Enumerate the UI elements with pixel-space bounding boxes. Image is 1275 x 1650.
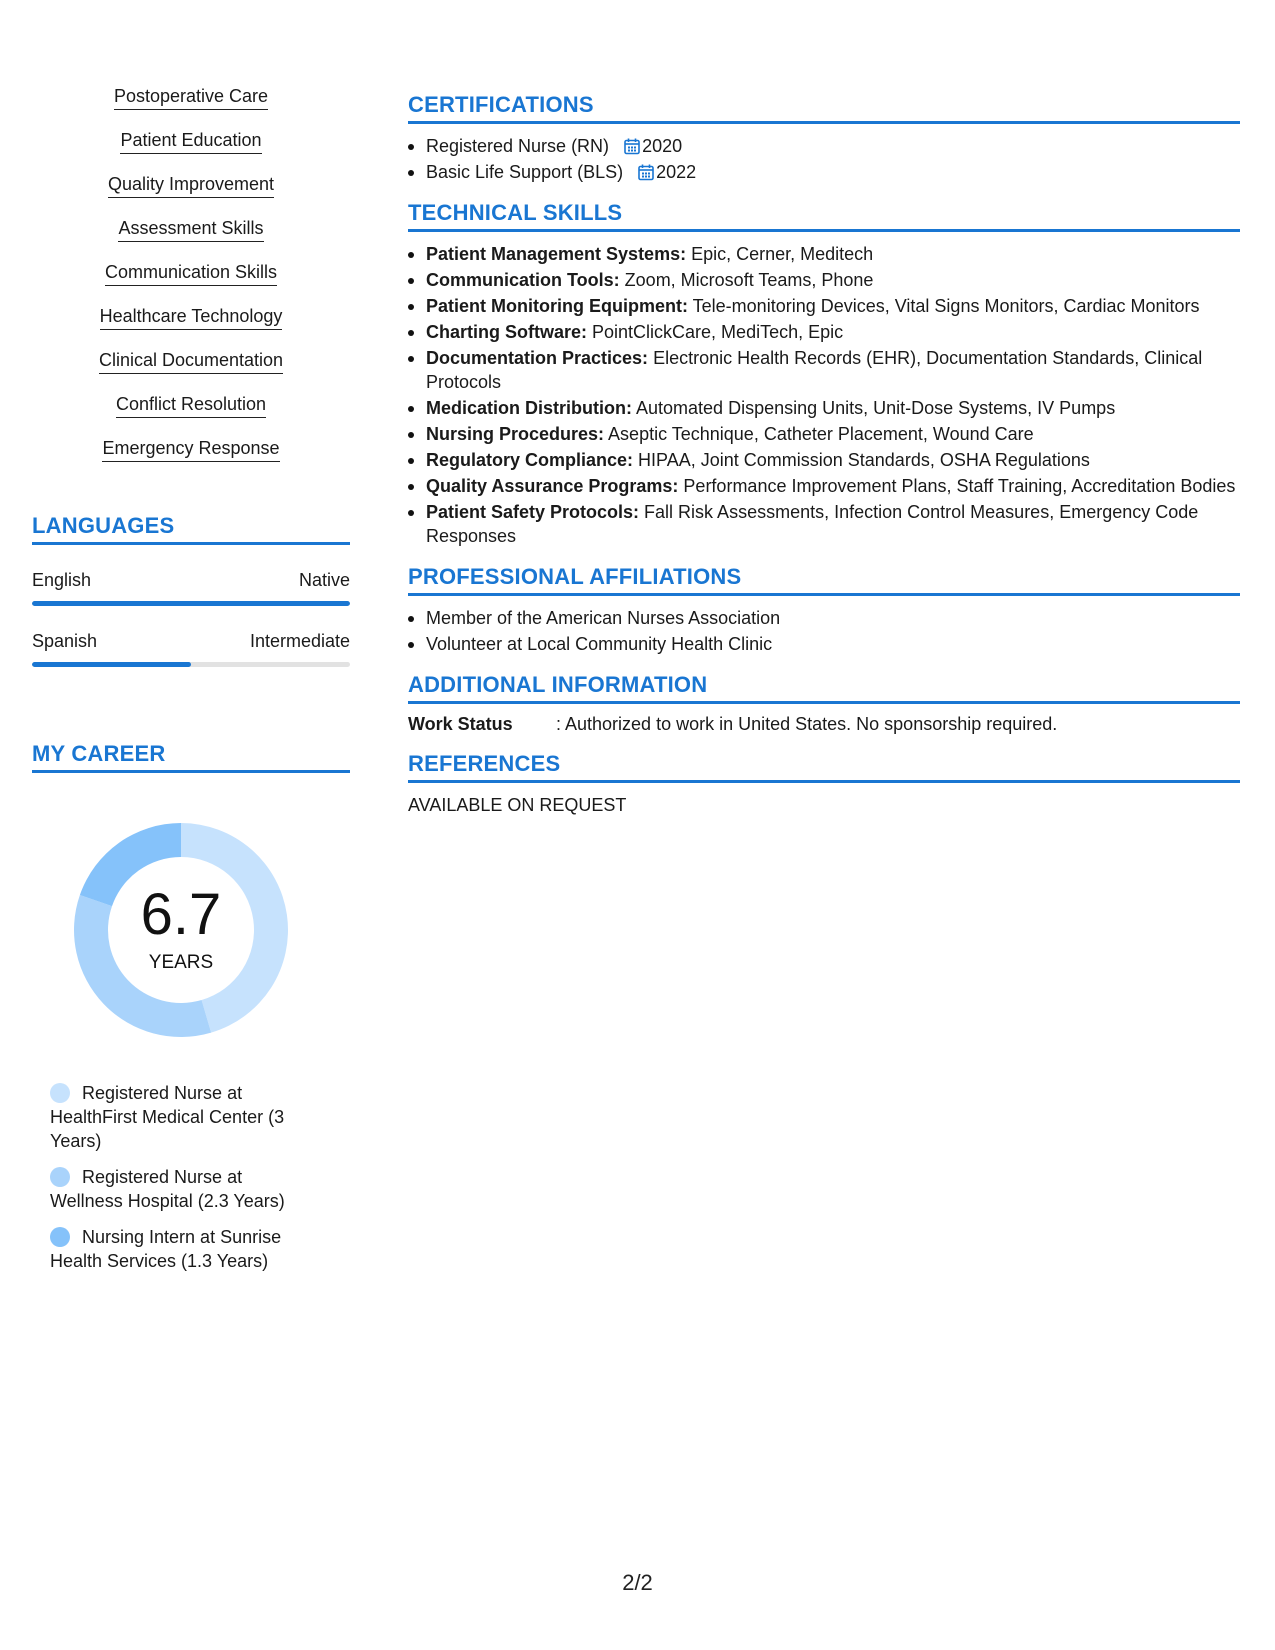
skill-values: Epic, Cerner, Meditech	[686, 244, 874, 264]
language-proficiency-bar	[32, 601, 350, 606]
language-level: Native	[298, 570, 350, 590]
technical-skills-section	[408, 200, 1240, 548]
skill-item: Patient Education	[120, 129, 261, 154]
calendar-icon	[624, 138, 640, 155]
legend-label: Registered Nurse at HealthFirst Medical Center (3 Years)	[50, 1083, 285, 1151]
skill-item: Conflict Resolution	[116, 393, 266, 418]
additional-info-heading: ADDITIONAL INFORMATION	[408, 672, 1240, 704]
career-heading: MY CAREER	[32, 741, 350, 773]
language-name: Spanish	[32, 631, 98, 651]
affiliations-section	[408, 564, 1240, 656]
career-total-unit: YEARS	[148, 952, 214, 973]
skill-item: Assessment Skills	[118, 217, 263, 242]
additional-info-section	[408, 672, 1240, 735]
affiliation-item: Member of the American Nurses Association	[408, 606, 1240, 630]
skill-values: Automated Dispensing Units, Unit-Dose Systems, IV Pumps	[632, 398, 1116, 418]
legend-item	[50, 1225, 300, 1273]
career-legend	[50, 1081, 300, 1273]
skill-item: Healthcare Technology	[100, 305, 283, 330]
skill-category: Regulatory Compliance:	[426, 450, 634, 470]
legend-dot	[50, 1083, 70, 1103]
certification-year: 2022	[656, 162, 697, 182]
language-english	[32, 570, 350, 606]
skill-category: Nursing Procedures:	[426, 424, 605, 444]
skill-category: Patient Management Systems:	[426, 244, 687, 264]
language-proficiency-fill	[32, 662, 191, 667]
skill-category: Charting Software:	[426, 322, 588, 342]
technical-skill-item	[408, 268, 1240, 292]
affiliation-item: Volunteer at Local Community Health Clinic	[408, 632, 1240, 656]
skill-item: Clinical Documentation	[99, 349, 283, 374]
technical-skill-item	[408, 500, 1240, 548]
legend-dot	[50, 1227, 70, 1247]
skill-category: Medication Distribution:	[426, 398, 632, 418]
skill-category: Patient Safety Protocols:	[426, 502, 640, 522]
technical-skill-item	[408, 474, 1240, 498]
language-name: English	[32, 570, 92, 590]
technical-skill-item	[408, 320, 1240, 344]
languages-heading: LANGUAGES	[32, 513, 350, 545]
legend-label: Registered Nurse at Wellness Hospital (2.3 Years)	[50, 1167, 285, 1211]
references-heading: REFERENCES	[408, 751, 1240, 783]
legend-dot	[50, 1167, 70, 1187]
skill-category: Patient Monitoring Equipment:	[426, 296, 688, 316]
skills-list	[32, 85, 350, 481]
legend-item	[50, 1165, 300, 1213]
career-donut-chart	[66, 815, 296, 1045]
certification-item	[408, 134, 1240, 158]
technical-skill-item	[408, 422, 1240, 446]
skill-category: Quality Assurance Programs:	[426, 476, 679, 496]
calendar-icon	[638, 164, 654, 181]
technical-skill-item	[408, 242, 1240, 266]
skill-values: Fall Risk Assessments, Infection Control Measures, Emergency Code Responses	[426, 502, 1199, 546]
language-spanish	[32, 631, 350, 667]
affiliations-heading: PROFESSIONAL AFFILIATIONS	[408, 564, 1240, 596]
skill-item: Postoperative Care	[114, 85, 268, 110]
certifications-heading: CERTIFICATIONS	[408, 92, 1240, 124]
language-proficiency-fill	[32, 601, 350, 606]
skill-values: Performance Improvement Plans, Staff Training, Accreditation Bodies	[678, 476, 1236, 496]
career-donut-center	[66, 815, 296, 1045]
technical-skill-item	[408, 448, 1240, 472]
skill-values: Electronic Health Records (EHR), Documentation Standards, Clinical Protocols	[426, 348, 1203, 392]
certifications-section	[408, 92, 1240, 184]
legend-item	[50, 1081, 300, 1153]
skill-item: Communication Skills	[105, 261, 277, 286]
technical-skill-item	[408, 294, 1240, 318]
work-status-row	[408, 714, 1240, 735]
skill-values: Aseptic Technique, Catheter Placement, Wound Care	[604, 424, 1034, 444]
left-column	[32, 85, 350, 1285]
certification-item	[408, 160, 1240, 184]
work-status-label: Work Status	[408, 714, 513, 734]
skill-values: Tele-monitoring Devices, Vital Signs Monitors, Cardiac Monitors	[687, 296, 1200, 316]
language-proficiency-bar	[32, 662, 350, 667]
certification-name: Registered Nurse (RN)	[426, 136, 610, 156]
technical-skill-item	[408, 346, 1240, 394]
skill-category: Documentation Practices:	[426, 348, 649, 368]
technical-skills-heading: TECHNICAL SKILLS	[408, 200, 1240, 232]
skill-values: PointClickCare, MediTech, Epic	[587, 322, 844, 342]
references-section	[408, 751, 1240, 816]
language-level: Intermediate	[249, 631, 350, 651]
skill-item: Quality Improvement	[108, 173, 274, 198]
right-column	[408, 92, 1240, 832]
references-text: AVAILABLE ON REQUEST	[408, 795, 627, 815]
skill-values: HIPAA, Joint Commission Standards, OSHA Regulations	[633, 450, 1090, 470]
career-total-years: 6.7	[140, 882, 222, 947]
certification-year: 2020	[642, 136, 683, 156]
page-number: 2/2	[622, 1570, 653, 1595]
skill-values: Zoom, Microsoft Teams, Phone	[619, 270, 874, 290]
skill-item: Emergency Response	[102, 437, 279, 462]
legend-label: Nursing Intern at Sunrise Health Services (1.3 Years)	[50, 1227, 282, 1271]
skill-category: Communication Tools:	[426, 270, 620, 290]
technical-skill-item	[408, 396, 1240, 420]
certification-name: Basic Life Support (BLS)	[426, 162, 624, 182]
work-status-value: : Authorized to work in United States. No sponsorship required.	[556, 714, 1058, 734]
